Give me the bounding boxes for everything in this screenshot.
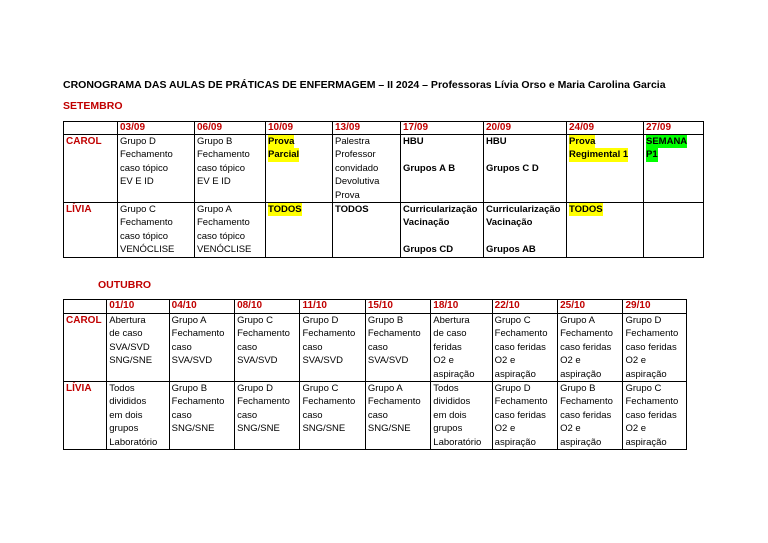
- cell-text-line: grupos: [109, 423, 139, 435]
- cell-text-line: Fechamento: [625, 328, 679, 340]
- cell-text-line: Grupo D: [494, 383, 531, 395]
- cell-text-line: Fechamento: [237, 328, 290, 340]
- cell-text-line: Grupo C: [494, 315, 531, 326]
- cell-text-line: caso feridas: [625, 341, 677, 353]
- cell-text-line: Fechamento: [302, 396, 356, 408]
- cell-text-line: Abertura: [109, 315, 146, 326]
- schedule-cell: [169, 314, 234, 382]
- cell-text-line: Grupo C: [237, 315, 273, 326]
- month-label-setembro: SETEMBRO: [63, 100, 123, 112]
- schedule-cell: [169, 382, 234, 450]
- cell-text-line: caso: [302, 409, 323, 421]
- cell-text-line: caso tópico: [197, 230, 246, 242]
- schedule-cell: [266, 135, 333, 203]
- cell-text-line: caso: [367, 341, 388, 353]
- cell-text-line: Fechamento: [197, 149, 250, 161]
- schedule-cell: [195, 203, 266, 258]
- date-header-cell: 17/09: [401, 122, 484, 135]
- cell-text-line: caso: [367, 409, 388, 421]
- cell-text-line: Grupo D: [625, 315, 662, 326]
- schedule-cell: [401, 203, 484, 258]
- cell-text-line: caso: [171, 409, 192, 421]
- schedule-cell: [492, 382, 557, 450]
- schedule-cell: [266, 203, 333, 258]
- date-header-cell: 22/10: [492, 300, 557, 314]
- schedule-cell: [365, 382, 430, 450]
- cell-text-line: Grupos AB: [486, 244, 536, 256]
- cell-text-line: Fechamento: [120, 217, 173, 229]
- cell-text-line: caso feridas: [625, 409, 677, 421]
- cell-text-line: Grupo B: [197, 136, 233, 147]
- cell-text-line: convidado: [335, 162, 379, 174]
- cell-text-line: aspiração: [625, 436, 667, 448]
- date-header-cell: 27/09: [644, 122, 704, 135]
- cell-text-line: VENÓCLISE: [197, 244, 252, 256]
- cell-text-line: Vacinação: [486, 217, 533, 229]
- cell-text-line: caso tópico: [197, 162, 246, 174]
- cell-text-line: Todos: [109, 383, 135, 395]
- cell-text-line: aspiração: [560, 368, 602, 380]
- cell-text-line: SNG/SNE: [171, 423, 215, 435]
- schedule-cell: [333, 135, 401, 203]
- cell-text-line: divididos: [109, 396, 147, 408]
- date-header-cell: 24/09: [567, 122, 644, 135]
- date-header-cell: 18/10: [431, 300, 492, 314]
- cell-text-line: Grupo A: [171, 315, 207, 326]
- schedule-cell: [484, 135, 567, 203]
- cell-text-line: O2 e: [625, 423, 647, 435]
- cell-text-line: Grupos A B: [403, 162, 456, 174]
- schedule-cell: [623, 382, 687, 450]
- schedule-cell: [107, 314, 169, 382]
- cell-text-line: Fechamento: [302, 328, 356, 340]
- header-row: [64, 300, 687, 314]
- cell-text-line: Professor: [335, 149, 376, 161]
- cell-text-line: Grupo A: [197, 204, 232, 216]
- cell-text-line: caso: [237, 409, 258, 421]
- cell-text-line: SNG/SNE: [237, 423, 280, 435]
- cell-text-line: caso tópico: [120, 230, 169, 242]
- cell-text-line: caso: [237, 341, 258, 353]
- date-header-cell: 29/10: [623, 300, 687, 314]
- cell-text-line: caso feridas: [494, 409, 546, 421]
- schedule-cell: [118, 203, 195, 258]
- cell-text-line: Abertura: [433, 315, 470, 326]
- cell-text-line: Grupo B: [367, 315, 404, 326]
- cell-text-line: Regimental 1: [569, 149, 629, 161]
- schedule-cell: [235, 382, 300, 450]
- cell-text-line: Grupo C: [625, 383, 662, 395]
- cell-text-line: Curricularização: [403, 204, 478, 216]
- cell-text-line: Grupo C: [302, 383, 339, 395]
- cell-text-line: Fechamento: [171, 396, 225, 408]
- cell-text-line: Grupos CD: [403, 244, 454, 256]
- schedule-cell: [195, 135, 266, 203]
- row-label-livia: LÍVIA: [64, 203, 118, 258]
- schedule-cell: [567, 203, 644, 258]
- cell-text-line: em dois: [109, 409, 143, 421]
- date-header-cell: 08/10: [235, 300, 300, 314]
- cell-text-line: aspiração: [560, 436, 602, 448]
- cell-text-line: grupos: [433, 423, 463, 435]
- cell-text-line: TODOS: [335, 204, 369, 216]
- schedule-table-outubro: [63, 299, 687, 450]
- header-corner-cell: [64, 300, 107, 314]
- cell-text-line: O2 e: [560, 355, 581, 367]
- cell-text-line: HBU: [486, 136, 507, 147]
- cell-text-line: caso: [171, 341, 192, 353]
- table-row-livia: [64, 203, 704, 258]
- cell-text-line: SEMANA: [646, 136, 688, 147]
- cell-text-line: caso tópico: [120, 162, 169, 174]
- date-header-cell: 15/10: [365, 300, 430, 314]
- cell-text-line: EV E ID: [120, 176, 154, 188]
- cell-text-line: SVA/SVD: [367, 355, 409, 367]
- cell-text-line: caso: [302, 341, 323, 353]
- month-label-outubro: OUTUBRO: [98, 279, 152, 291]
- cell-text-line: Parcial: [268, 149, 300, 161]
- date-header-cell: 03/09: [118, 122, 195, 135]
- header-corner-cell: [64, 122, 118, 135]
- cell-text-line: SNG/SNE: [109, 355, 153, 367]
- cell-text-line: Grupo D: [237, 383, 273, 395]
- cell-text-line: SNG/SNE: [367, 423, 411, 435]
- header-row: [64, 122, 704, 135]
- cell-text-line: SVA/SVD: [237, 355, 278, 367]
- cell-text-line: Fechamento: [237, 396, 290, 408]
- date-header-cell: 13/09: [333, 122, 401, 135]
- cell-text-line: HBU: [403, 136, 424, 147]
- date-header-cell: 25/10: [558, 300, 623, 314]
- cell-text-line: Fechamento: [494, 328, 548, 340]
- cell-text-line: Fechamento: [367, 396, 421, 408]
- cell-text-line: Fechamento: [367, 328, 421, 340]
- schedule-cell: [107, 382, 169, 450]
- cell-text-line: Prova: [569, 136, 596, 147]
- cell-text-line: Grupo A: [367, 383, 403, 395]
- cell-text-line: Laboratório: [433, 436, 482, 448]
- date-header-cell: 10/09: [266, 122, 333, 135]
- schedule-cell: [492, 314, 557, 382]
- schedule-cell: [644, 203, 704, 258]
- cell-text-line: aspiração: [494, 436, 536, 448]
- cell-text-line: em dois: [433, 409, 467, 421]
- cell-text-line: Fechamento: [560, 328, 613, 340]
- document-title: CRONOGRAMA DAS AULAS DE PRÁTICAS DE ENFERMAGEM – II 2024 – Professoras Lívia Orso e Maria Carolina Garcia: [63, 79, 666, 91]
- cell-text-line: Fechamento: [171, 328, 225, 340]
- cell-text-line: Laboratório: [109, 436, 158, 448]
- cell-text-line: Prova: [268, 136, 295, 147]
- cell-text-line: TODOS: [268, 204, 302, 216]
- cell-text-line: SNG/SNE: [302, 423, 346, 435]
- cell-text-line: O2 e: [625, 355, 647, 367]
- cell-text-line: caso feridas: [494, 341, 546, 353]
- cell-text-line: aspiração: [433, 368, 475, 380]
- cell-text-line: O2 e: [494, 355, 516, 367]
- cell-text-line: O2 e: [433, 355, 454, 367]
- date-header-cell: 01/10: [107, 300, 169, 314]
- date-header-cell: 06/09: [195, 122, 266, 135]
- cell-text-line: de caso: [109, 328, 143, 340]
- schedule-cell: [300, 314, 365, 382]
- date-header-cell: 20/09: [484, 122, 567, 135]
- row-label-carol: CAROL: [64, 135, 118, 203]
- cell-text-line: Prova: [335, 189, 360, 201]
- cell-text-line: SVA/SVD: [109, 341, 150, 353]
- table-row-livia: [64, 382, 687, 450]
- schedule-cell: [623, 314, 687, 382]
- cell-text-line: TODOS: [569, 204, 603, 216]
- cell-text-line: aspiração: [625, 368, 667, 380]
- cell-text-line: O2 e: [494, 423, 516, 435]
- cell-text-line: Curricularização: [486, 204, 561, 216]
- table-row-carol: [64, 135, 704, 203]
- cell-text-line: Grupo C: [120, 204, 156, 216]
- cell-text-line: caso feridas: [560, 409, 612, 421]
- cell-text-line: aspiração: [494, 368, 536, 380]
- schedule-cell: [558, 314, 623, 382]
- cell-text-line: O2 e: [560, 423, 581, 435]
- cell-text-line: P1: [646, 149, 658, 161]
- row-label-livia: LÍVIA: [64, 382, 107, 450]
- schedule-cell: [431, 314, 492, 382]
- cell-text-line: Grupo B: [560, 383, 596, 395]
- cell-text-line: SVA/SVD: [302, 355, 343, 367]
- schedule-cell: [118, 135, 195, 203]
- schedule-cell: [300, 382, 365, 450]
- schedule-cell: [644, 135, 704, 203]
- cell-text-line: Fechamento: [625, 396, 679, 408]
- cell-text-line: feridas: [433, 341, 462, 353]
- schedule-cell: [567, 135, 644, 203]
- schedule-cell: [431, 382, 492, 450]
- cell-text-line: Fechamento: [197, 217, 250, 229]
- cell-text-line: Grupo B: [171, 383, 208, 395]
- cell-text-line: Grupo D: [120, 136, 156, 147]
- cell-text-line: caso feridas: [560, 341, 612, 353]
- cell-text-line: Grupo A: [560, 315, 595, 326]
- cell-text-line: Fechamento: [560, 396, 613, 408]
- schedule-cell: [235, 314, 300, 382]
- schedule-cell: [333, 203, 401, 258]
- schedule-cell: [484, 203, 567, 258]
- cell-text-line: EV E ID: [197, 176, 231, 188]
- cell-text-line: divididos: [433, 396, 471, 408]
- cell-text-line: Fechamento: [120, 149, 173, 161]
- schedule-cell: [365, 314, 430, 382]
- cell-text-line: VENÓCLISE: [120, 244, 175, 256]
- schedule-cell: [558, 382, 623, 450]
- cell-text-line: SVA/SVD: [171, 355, 213, 367]
- row-label-carol: CAROL: [64, 314, 107, 382]
- cell-text-line: Palestra: [335, 136, 370, 147]
- cell-text-line: Grupos C D: [486, 162, 539, 174]
- schedule-table-setembro: [63, 121, 704, 258]
- cell-text-line: Devolutiva: [335, 176, 380, 188]
- cell-text-line: Grupo D: [302, 315, 339, 326]
- cell-text-line: Vacinação: [403, 217, 450, 229]
- cell-text-line: de caso: [433, 328, 467, 340]
- cell-text-line: Todos: [433, 383, 459, 395]
- table-row-carol: [64, 314, 687, 382]
- schedule-cell: [401, 135, 484, 203]
- cell-text-line: Fechamento: [494, 396, 548, 408]
- date-header-cell: 11/10: [300, 300, 365, 314]
- date-header-cell: 04/10: [169, 300, 234, 314]
